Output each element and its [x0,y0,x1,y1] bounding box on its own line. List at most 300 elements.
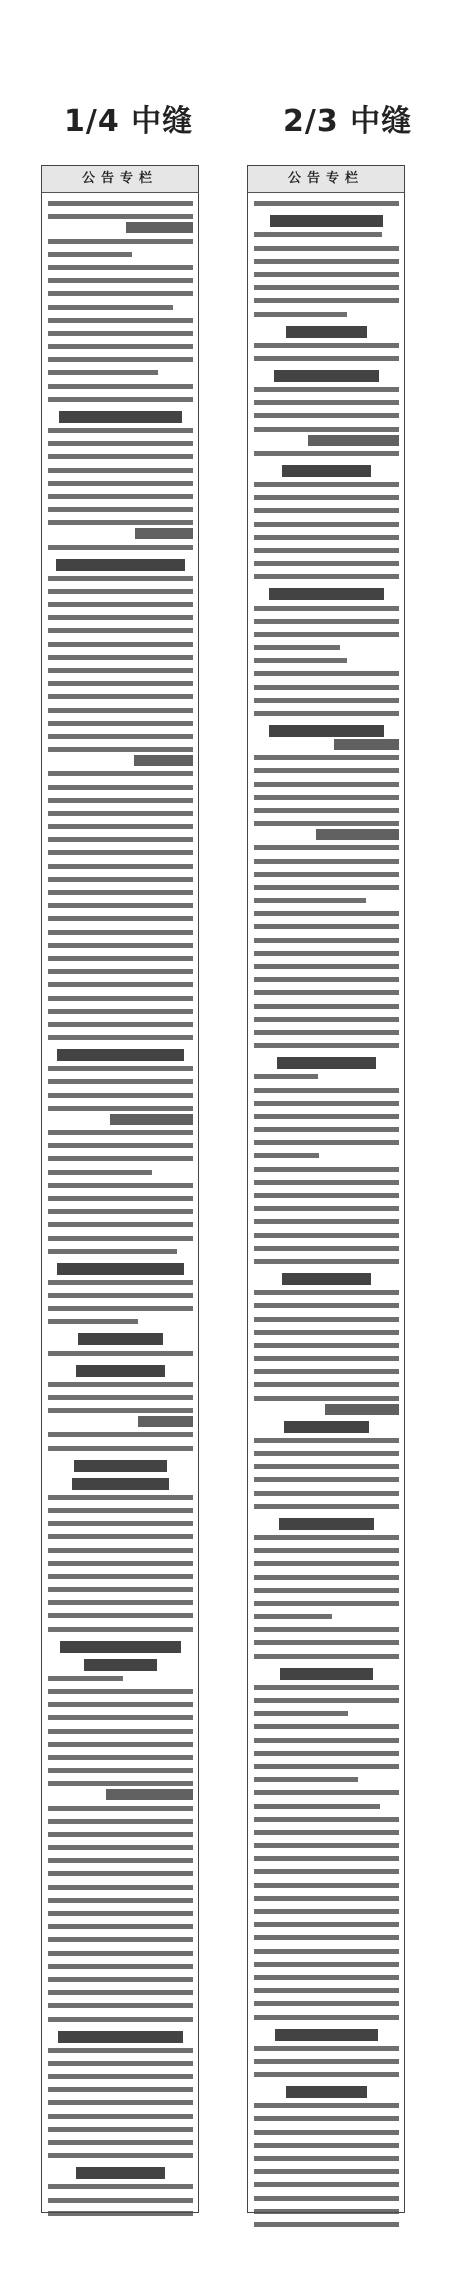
text-line [254,616,399,627]
text-line [254,603,399,614]
text-line [48,542,193,553]
notice-title-line [284,1421,368,1433]
text-line [48,1316,138,1327]
notice-title-line [76,2167,166,2179]
notice-signature-line [134,755,193,766]
text-line [254,629,399,640]
text-line [254,1040,399,1051]
text-line [254,2069,399,2080]
notice-title-line [78,1333,164,1345]
text-line [254,668,399,679]
text-line [48,625,193,636]
text-line [48,665,193,676]
text-line [254,282,399,293]
text-line [254,869,399,880]
right-notice-text [248,193,404,2230]
text-line [254,1124,399,1135]
text-line [48,821,193,832]
text-line [254,532,399,543]
text-line [48,1686,193,1697]
text-line [48,731,193,742]
text-line [254,1300,399,1311]
text-line [48,1829,193,1840]
text-line [254,1216,399,1227]
text-line [48,1127,193,1138]
text-line [254,1558,399,1569]
text-line [254,2206,399,2217]
text-line [254,1585,399,1596]
text-line [254,269,399,280]
text-line [48,1246,177,1257]
text-line [48,1961,193,1972]
left-notice-column [41,165,199,2213]
text-line [48,1505,193,1516]
text-line [48,913,193,924]
text-line [254,1682,399,1693]
text-line [254,397,399,408]
text-line [48,808,193,819]
text-line [254,424,399,435]
text-line [254,1959,399,1970]
text-line [254,974,399,985]
text-line [254,842,399,853]
text-line [48,1392,193,1403]
text-line [48,1934,193,1945]
text-line [48,394,193,405]
text-line [254,1014,399,1025]
text-line [254,1085,399,1096]
text-line [48,1180,193,1191]
text-line [254,1998,399,2009]
text-line [254,1972,399,1983]
text-line [254,642,340,653]
text-line [48,2150,193,2161]
text-line [48,1882,193,1893]
text-line [48,1206,193,1217]
text-line [48,678,193,689]
notice-title-line [277,1057,376,1069]
notice-signature-line [308,435,399,446]
text-line [254,1827,399,1838]
text-line [254,708,399,719]
text-line [48,504,193,515]
text-line [48,1584,193,1595]
text-line [48,1006,193,1017]
text-line [254,1501,399,1512]
text-line [254,2179,399,2190]
text-line [254,1353,399,1364]
text-line [48,198,193,209]
text-line [254,1651,399,1662]
text-line [254,2056,399,2067]
notice-title-line [57,1049,183,1061]
text-line [254,1761,399,1772]
text-line [254,1461,399,1472]
text-line [48,1290,193,1301]
text-line [254,1637,399,1648]
text-line [48,491,193,502]
text-line [254,309,347,320]
text-line [48,1379,193,1390]
text-line [254,1853,399,1864]
text-line [254,1611,332,1622]
text-line [48,953,193,964]
text-line [48,1948,193,1959]
text-line [48,1921,193,1932]
text-line [254,2193,399,2204]
text-line [48,1076,193,1087]
text-line [48,1531,193,1542]
text-line [254,1721,399,1732]
text-line [254,1814,399,1825]
text-line [254,545,399,556]
text-line [48,586,193,597]
text-line [254,1985,399,1996]
notice-title-line [60,1641,180,1653]
text-line [48,1739,193,1750]
text-line [48,2058,193,2069]
text-line [48,1765,193,1776]
text-line [48,2045,193,2056]
text-line [254,198,399,209]
text-line [48,1303,193,1314]
text-line [48,691,193,702]
text-line [48,315,193,326]
text-line [48,1558,193,1569]
text-line [254,895,366,906]
text-line [48,2097,193,2108]
text-line [48,782,193,793]
text-line [254,1946,399,1957]
text-line [48,861,193,872]
text-line [48,1277,193,1288]
text-line [48,211,193,222]
text-line [254,1098,399,1109]
text-line [48,2014,193,2025]
text-line [254,492,399,503]
text-line [254,1366,399,1377]
text-line [254,1256,399,1267]
text-line [48,1855,193,1866]
text-line [254,1001,399,1012]
text-line [254,682,399,693]
text-line [254,921,399,932]
text-line [48,1752,193,1763]
text-line [254,1624,399,1635]
notice-title-line [279,1518,375,1530]
text-line [48,718,193,729]
text-line [254,2166,399,2177]
text-line [48,1405,193,1416]
text-line [254,805,399,816]
text-line [254,384,399,395]
text-line [48,795,193,806]
left-notice-text [42,193,198,2219]
text-line [254,1866,399,1877]
notice-signature-line [126,222,193,233]
text-line [254,1340,399,1351]
text-line [254,2043,399,2054]
right-notice-column [247,165,405,2213]
text-line [48,1624,193,1635]
text-line [254,2127,399,2138]
text-line [254,2012,399,2023]
notice-title-line [280,1668,373,1680]
text-line [254,353,399,364]
text-line [48,1019,193,1030]
text-line [48,1193,193,1204]
text-line [48,2137,193,2148]
text-line [48,1571,193,1582]
text-line [254,1287,399,1298]
text-line [48,1610,193,1621]
notice-title-line [59,411,182,423]
text-line [48,1153,193,1164]
notice-title-line [76,1365,166,1377]
text-line [254,1314,399,1325]
right-heading: 2/3 中缝 [283,104,413,139]
text-line [254,765,399,776]
notice-title-line [274,370,378,382]
text-line [48,1699,193,1710]
text-line [48,979,193,990]
text-line [48,768,193,779]
text-line [48,1219,193,1230]
text-line [254,1327,399,1338]
text-line [254,935,399,946]
text-line [254,243,399,254]
text-line [48,1233,193,1244]
text-line [254,1774,358,1785]
text-line [254,752,399,763]
notice-signature-line [316,829,399,840]
text-line [48,705,193,716]
text-line [48,425,193,436]
text-line [254,1572,399,1583]
text-line [254,1708,348,1719]
notice-signature-line [325,1404,399,1415]
text-line [48,900,193,911]
text-line [254,1177,399,1188]
text-line [254,1137,399,1148]
text-line [254,2100,399,2111]
text-line [254,1203,399,1214]
text-line [48,834,193,845]
text-line [254,1164,399,1175]
text-line [48,927,193,938]
notice-title-line [269,725,384,737]
text-line [48,993,193,1004]
text-line [254,2140,399,2151]
right-column-header: 公告专栏 [248,166,404,193]
text-line [254,1190,399,1201]
text-line [48,1492,193,1503]
text-line [48,249,132,260]
text-line [48,2195,193,2206]
notice-title-line [58,2031,183,2043]
notice-signature-line [110,1114,193,1125]
text-line [254,1243,399,1254]
text-line [48,1868,193,1879]
text-line [254,1435,399,1446]
text-line [254,856,399,867]
text-line [48,612,193,623]
text-line [48,1803,193,1814]
notice-title-line [269,588,384,600]
text-line [48,1103,193,1114]
notice-title-line [72,1478,169,1490]
text-line [48,1673,123,1684]
text-line [254,2219,399,2230]
text-line [48,599,193,610]
text-line [254,818,399,829]
text-line [254,1801,380,1812]
text-line [48,1518,193,1529]
text-line [254,1448,399,1459]
text-line [48,1895,193,1906]
text-line [254,479,399,490]
text-line [254,779,399,790]
text-line [48,1908,193,1919]
text-line [254,1379,399,1390]
text-line [254,1735,399,1746]
text-line [48,438,193,449]
text-line [48,1545,193,1556]
text-line [254,571,399,582]
text-line [254,1111,399,1122]
text-line [48,367,158,378]
text-line [48,1987,193,1998]
text-line [254,1598,399,1609]
notice-signature-line [135,528,193,539]
text-line [48,1712,193,1723]
text-line [48,451,193,462]
text-line [48,1032,193,1043]
text-line [254,1488,399,1499]
text-line [254,1071,318,1082]
text-line [254,1748,399,1759]
text-line [254,987,399,998]
text-line [48,1063,193,1074]
text-line [254,948,399,959]
notice-signature-line [138,1416,193,1427]
text-line [48,354,193,365]
text-line [254,1893,399,1904]
text-line [254,1906,399,1917]
text-line [254,695,399,706]
text-line [254,448,399,459]
text-line [48,262,193,273]
text-line [254,340,399,351]
text-line [254,1545,399,1556]
text-line [48,341,193,352]
text-line [48,2111,193,2122]
text-line [48,1167,152,1178]
text-line [48,1726,193,1737]
text-line [254,1932,399,1943]
text-line [254,792,399,803]
text-line [254,519,399,530]
text-line [48,1443,193,1454]
text-line [254,1840,399,1851]
text-line [254,1474,399,1485]
text-line [48,874,193,885]
text-line [254,1787,399,1798]
notice-title-line [275,2029,378,2041]
text-line [48,652,193,663]
notice-title-line [84,1659,157,1671]
notice-signature-line [106,1789,193,1800]
text-line [48,1429,193,1440]
left-heading: 1/4 中缝 [64,104,194,139]
text-line [48,2071,193,2082]
notice-title-line [282,1273,370,1285]
text-line [48,1816,193,1827]
text-line [254,1919,399,1930]
text-line [254,1027,399,1038]
text-line [48,302,173,313]
text-line [254,1150,319,1161]
text-line [254,1532,399,1543]
text-line [48,2208,193,2219]
text-line [48,744,193,755]
text-line [48,847,193,858]
text-line [48,2000,193,2011]
notice-signature-line [334,739,399,750]
text-line [254,908,399,919]
notice-title-line [74,1460,167,1472]
text-line [254,558,399,569]
text-line [48,517,193,528]
text-line [254,1230,399,1241]
text-line [48,1842,193,1853]
text-line [254,256,399,267]
notice-title-line [282,465,372,477]
text-line [48,2181,193,2192]
text-line [254,1880,399,1891]
text-line [48,639,193,650]
text-line [254,2153,399,2164]
text-line [48,1597,193,1608]
text-line [48,887,193,898]
notice-title-line [286,326,367,338]
notice-title-line [286,2086,367,2098]
text-line [254,410,399,421]
text-line [48,275,193,286]
text-line [48,1974,193,1985]
text-line [254,1695,399,1706]
text-line [48,1348,193,1359]
text-line [48,236,193,247]
text-line [254,882,399,893]
text-line [48,966,193,977]
text-line [254,655,347,666]
text-line [254,505,399,516]
notice-title-line [270,215,383,227]
text-line [48,2124,193,2135]
text-line [48,478,193,489]
text-line [254,295,399,306]
text-line [48,1140,193,1151]
text-line [48,1090,193,1101]
text-line [48,288,193,299]
notice-title-line [57,1263,185,1275]
text-line [48,328,193,339]
text-line [48,940,193,951]
text-line [254,2113,399,2124]
text-line [254,961,399,972]
text-line [48,2084,193,2095]
